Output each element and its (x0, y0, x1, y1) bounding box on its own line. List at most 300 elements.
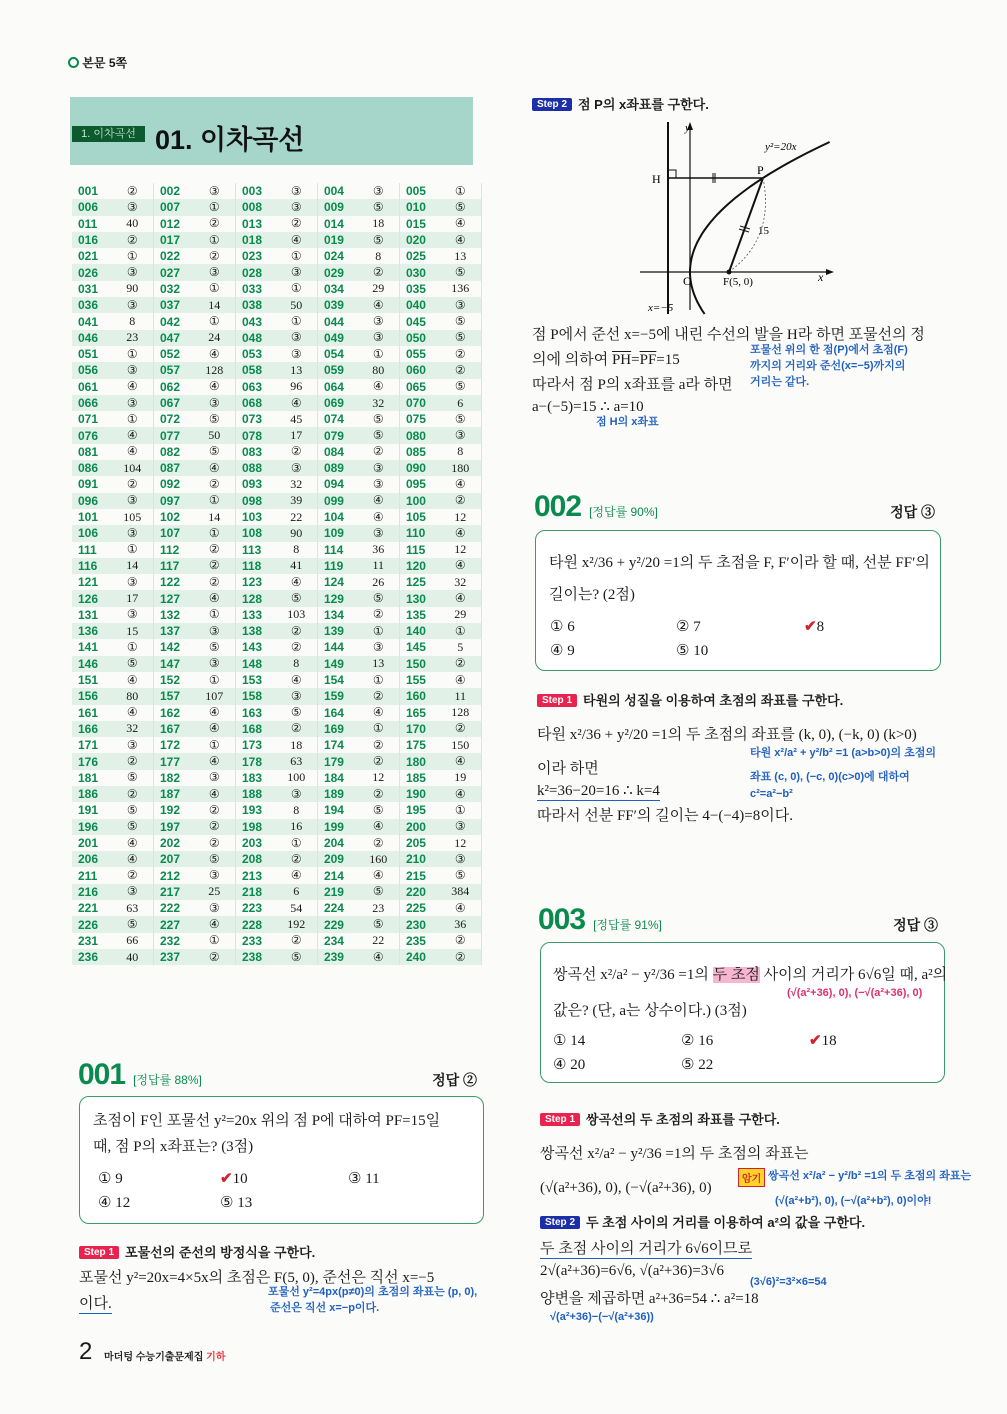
question-number-cell: 154 (323, 673, 344, 688)
answer-cell: 32 (112, 721, 154, 737)
question-number-cell: 068 (241, 396, 262, 410)
answer-cell: ④ (440, 232, 482, 248)
question-number-cell: 100 (405, 493, 426, 508)
answer-cell: ③ (358, 330, 400, 346)
question-number-cell: 140 (405, 624, 426, 639)
answer-row (72, 395, 482, 411)
question-number-cell: 207 (159, 852, 181, 867)
choice-1: ① 14 (553, 1033, 586, 1049)
answer-cell: ④ (440, 216, 482, 232)
question-number-cell: 190 (405, 787, 426, 802)
answer-cell: 16 (276, 819, 318, 835)
answer-cell: ④ (276, 672, 318, 688)
solution-line: (√(a²+36), 0), (−√(a²+36), 0) (540, 1180, 712, 1196)
answer-cell: ⑤ (194, 851, 236, 867)
answer-cell: ③ (112, 297, 154, 313)
question-number-cell: 129 (323, 591, 344, 606)
solution-line: 포물선 y²=20x=4×5x의 초점은 F(5, 0), 준선은 직선 x=−5 (79, 1270, 435, 1286)
question-number-cell: 098 (241, 493, 262, 508)
question-number-cell: 163 (241, 705, 262, 720)
answer-cell: ① (194, 607, 236, 623)
question-number-cell: 201 (78, 836, 99, 851)
question-number-cell: 034 (323, 281, 344, 296)
step-badge: Step 1 (537, 694, 577, 707)
answer-cell: 8 (112, 313, 154, 329)
question-number-cell: 040 (405, 298, 426, 313)
question-number-cell: 103 (241, 510, 262, 525)
answer-cell: 22 (358, 933, 400, 949)
question-number-cell: 015 (405, 216, 426, 231)
answer-cell: 96 (276, 379, 318, 395)
question-number-cell: 150 (405, 656, 426, 671)
step-badge: Step 2 (540, 1216, 580, 1229)
q003-step2-title: Step 2 두 초점 사이의 거리를 이용하여 a²의 값을 구한다. (540, 1212, 865, 1231)
page-number: 2 (79, 1338, 93, 1365)
answer-cell: ① (194, 933, 236, 949)
answer-cell: ② (194, 835, 236, 851)
question-number-cell: 192 (159, 803, 181, 818)
answer-cell: 45 (276, 411, 318, 427)
question-number-cell: 162 (159, 705, 181, 720)
memorize-badge: 암기 (738, 1168, 765, 1187)
answer-cell: ② (358, 444, 400, 460)
question-number-cell: 012 (159, 216, 181, 231)
answer-cell: ③ (276, 460, 318, 476)
question-number-cell: 205 (405, 836, 426, 851)
answer-cell: 150 (440, 737, 482, 753)
answer-cell: ④ (194, 379, 236, 395)
question-number-cell: 082 (159, 444, 181, 459)
question-number-cell: 094 (323, 477, 344, 492)
choice-3: ✔18 (809, 1033, 837, 1049)
question-number-cell: 061 (78, 379, 99, 394)
question-number-cell: 072 (159, 412, 181, 427)
answer-cell: ② (276, 444, 318, 460)
answer-cell: 13 (358, 656, 400, 672)
answer-cell: 104 (112, 460, 154, 476)
answer-row (72, 705, 482, 721)
answer-cell: ③ (194, 183, 236, 199)
answer-cell: 100 (276, 770, 318, 786)
answer-row (72, 379, 482, 395)
checkmark-icon: ✔ (804, 619, 817, 635)
answer-row (72, 867, 482, 883)
answer-cell: ② (112, 183, 154, 199)
question-number-cell: 056 (78, 363, 99, 378)
question-number-cell: 031 (78, 281, 99, 296)
answer-row (72, 444, 482, 460)
focus-point (727, 270, 732, 275)
solution-line: k²=36−20=16 ∴ k=4 (537, 783, 660, 799)
answer-cell: ① (194, 737, 236, 753)
question-number-cell: 076 (78, 428, 99, 443)
answer-row (72, 900, 482, 916)
answer-row (72, 916, 482, 932)
question-number-cell: 182 (159, 770, 181, 785)
answer-row (72, 933, 482, 949)
answer-row (72, 297, 482, 313)
answer-cell: 18 (358, 216, 400, 232)
solution-line: 2√(a²+36)=6√6, √(a²+36)=3√6 (540, 1263, 725, 1279)
answer-row (72, 607, 482, 623)
answer-cell: 13 (440, 248, 482, 264)
question-number-cell: 107 (159, 526, 181, 541)
note-text: 포물선 위의 한 점(P)에서 초점(F) (750, 344, 908, 356)
question-text: 초점이 F인 포물선 y²=20x 위의 점 P에 대하여 PF=15일 (93, 1113, 441, 1129)
question-number-cell: 085 (405, 444, 426, 459)
answer-cell: ② (276, 216, 318, 232)
answer-cell: 26 (358, 574, 400, 590)
question-number-cell: 131 (78, 607, 99, 622)
question-number-cell: 099 (323, 493, 344, 508)
question-number-cell: 167 (159, 721, 181, 736)
solution-line: 이라 하면 (537, 761, 599, 777)
question-number-cell: 084 (323, 444, 344, 459)
answer-cell: 12 (440, 542, 482, 558)
note-text: 좌표 (c, 0), (−c, 0)(c>0)에 대하여 (750, 771, 910, 783)
question-number-cell: 143 (241, 640, 262, 655)
question-number-cell: 055 (405, 347, 426, 362)
question-number-cell: 233 (241, 933, 262, 948)
question-number-cell: 003 (241, 184, 262, 199)
answer-cell: ④ (276, 395, 318, 411)
question-number-cell: 208 (241, 852, 262, 867)
q003-question-box (540, 942, 948, 1083)
answer-cell: ⑤ (112, 770, 154, 786)
answer-cell: ③ (358, 313, 400, 329)
question-number-cell: 060 (405, 363, 426, 378)
answer-label: 정답 ③ (893, 917, 938, 933)
answer-cell: ① (194, 313, 236, 329)
question-number-cell: 214 (323, 868, 344, 883)
answer-cell: ② (112, 232, 154, 248)
checkmark-icon: ✔ (809, 1033, 822, 1049)
answer-cell: 40 (112, 216, 154, 232)
question-number-cell: 032 (159, 281, 181, 296)
question-number-cell: 229 (323, 917, 344, 932)
question-number-cell: 054 (323, 347, 344, 362)
answer-cell: ① (194, 672, 236, 688)
question-number-cell: 159 (323, 689, 344, 704)
answer-cell: ④ (358, 949, 400, 965)
question-number-cell: 121 (78, 575, 99, 590)
question-number-cell: 126 (78, 591, 99, 606)
answer-cell: ⑤ (358, 802, 400, 818)
question-number-cell: 070 (405, 396, 426, 410)
answer-row (72, 281, 482, 297)
answer-cell: ② (358, 835, 400, 851)
question-number-cell: 196 (78, 819, 99, 834)
answer-cell: 80 (112, 688, 154, 704)
question-number-cell: 230 (405, 917, 426, 932)
question-number-cell: 047 (159, 330, 181, 345)
solution-line: 의에 의하여 $\overline{PH}=\overline{PF}=15$ (532, 352, 680, 368)
answer-cell: ① (194, 525, 236, 541)
answer-cell: ③ (112, 395, 154, 411)
question-number-cell: 234 (323, 933, 344, 948)
question-number-cell: 020 (405, 233, 426, 248)
question-number-cell: 215 (405, 868, 426, 883)
answer-cell: ① (358, 346, 400, 362)
answer-cell: ③ (194, 656, 236, 672)
answer-cell: 6 (440, 395, 482, 411)
answer-cell: ④ (358, 819, 400, 835)
answer-cell: ① (276, 281, 318, 297)
question-number-cell: 148 (241, 656, 262, 671)
answer-cell: ③ (440, 297, 482, 313)
question-number-cell: 106 (78, 526, 99, 541)
question-number-cell: 081 (78, 444, 99, 459)
question-number-cell: 169 (323, 721, 344, 736)
answer-cell: ③ (358, 460, 400, 476)
answer-cell: 103 (276, 607, 318, 623)
answer-row (72, 656, 482, 672)
question-number-cell: 226 (78, 917, 99, 932)
question-number-cell: 059 (323, 363, 344, 378)
answer-cell: ③ (276, 786, 318, 802)
question-number-cell: 071 (78, 412, 99, 427)
answer-row (72, 851, 482, 867)
question-number-cell: 134 (323, 607, 344, 622)
answer-cell: ③ (440, 851, 482, 867)
question-number-cell: 157 (159, 689, 181, 704)
answer-cell: 23 (112, 330, 154, 346)
answer-cell: ② (194, 802, 236, 818)
answer-cell: ③ (194, 770, 236, 786)
question-number-cell: 171 (78, 738, 99, 753)
question-number-cell: 001 (78, 184, 99, 199)
answer-row (72, 949, 482, 965)
answer-row (72, 770, 482, 786)
question-number-cell: 018 (241, 233, 262, 248)
answer-row (72, 427, 482, 443)
answer-cell: ① (358, 721, 400, 737)
answer-cell: ⑤ (112, 819, 154, 835)
question-number-cell: 136 (78, 624, 99, 639)
answer-cell: 90 (276, 525, 318, 541)
note-text: (3√6)²=3²×6=54 (750, 1276, 827, 1288)
step-badge: Step 1 (540, 1113, 580, 1126)
answer-cell: ③ (276, 183, 318, 199)
answer-cell: ② (112, 753, 154, 769)
answer-cell: ④ (440, 525, 482, 541)
answer-cell: ② (358, 688, 400, 704)
question-number-cell: 112 (159, 542, 180, 557)
question-number-cell: 044 (323, 314, 344, 329)
question-number-cell: 125 (405, 575, 426, 590)
question-number-cell: 210 (405, 852, 426, 867)
question-number-cell: 181 (78, 770, 99, 785)
choice-5: ⑤ 22 (681, 1057, 714, 1073)
answer-cell: ① (112, 639, 154, 655)
note-text: 포물선 y²=4px(p≠0)의 초점의 좌표는 (p, 0), (268, 1286, 478, 1298)
answer-cell: ① (440, 623, 482, 639)
question-number-cell: 204 (323, 836, 344, 851)
question-number-cell: 089 (323, 461, 344, 476)
question-number-cell: 087 (159, 461, 181, 476)
answer-cell: ③ (358, 525, 400, 541)
q002-step1-title: Step 1 타원의 성질을 이용하여 초점의 좌표를 구한다. (537, 690, 843, 709)
question-number-cell: 028 (241, 265, 262, 280)
answer-cell: ④ (112, 851, 154, 867)
choice-2: ② 7 (676, 619, 701, 635)
question-number-cell: 178 (241, 754, 262, 769)
question-number-cell: 132 (159, 607, 181, 622)
question-number-cell: 035 (405, 281, 426, 296)
question-number-cell: 008 (241, 200, 262, 215)
question-number-cell: 161 (78, 705, 99, 720)
question-number-cell: 064 (323, 379, 344, 394)
answer-cell: 24 (194, 330, 236, 346)
answer-cell: ② (358, 607, 400, 623)
answer-row (72, 183, 482, 199)
answer-cell: 90 (112, 281, 154, 297)
answer-cell: 11 (358, 558, 400, 574)
answer-cell: ④ (440, 558, 482, 574)
question-number-cell: 019 (323, 233, 344, 248)
question-number-cell: 119 (323, 558, 344, 573)
answer-cell: ① (194, 199, 236, 215)
answer-cell: ③ (112, 525, 154, 541)
answer-cell: ② (112, 867, 154, 883)
answer-cell: ③ (276, 330, 318, 346)
question-number: 001 (78, 1058, 126, 1091)
answer-cell: 5 (440, 639, 482, 655)
question-number-cell: 237 (159, 950, 181, 965)
answer-cell: ② (358, 786, 400, 802)
question-number-cell: 194 (323, 803, 344, 818)
answer-cell: ⑤ (440, 867, 482, 883)
solution-line: 두 초점 사이의 거리가 6√6이므로 (540, 1237, 752, 1259)
distance-label: 15 (758, 225, 769, 237)
answer-row (72, 362, 482, 378)
question-number-cell: 212 (159, 868, 181, 883)
answer-cell: ③ (112, 264, 154, 280)
question-number-cell: 013 (241, 216, 262, 231)
focus-label: F(5, 0) (723, 276, 753, 288)
question-number-cell: 147 (159, 656, 181, 671)
answer-cell: ④ (194, 590, 236, 606)
answer-row (72, 884, 482, 900)
directrix-label: x=−5 (648, 302, 674, 314)
choice-3: ③ 11 (348, 1171, 380, 1187)
answer-cell: 11 (440, 688, 482, 704)
question-number-cell: 155 (405, 673, 426, 688)
answer-cell: ③ (112, 607, 154, 623)
answer-cell: ⑤ (440, 411, 482, 427)
question-number-cell: 240 (405, 950, 426, 965)
question-number-cell: 186 (78, 787, 99, 802)
answer-cell: ② (276, 623, 318, 639)
question-number-cell: 007 (159, 200, 181, 215)
solution-line: 따라서 선분 FF′의 길이는 4−(−4)=8이다. (537, 808, 793, 824)
answer-cell: ⑤ (358, 590, 400, 606)
question-number-cell: 213 (241, 868, 262, 883)
question-number-cell: 238 (241, 950, 262, 965)
answer-cell: ④ (112, 672, 154, 688)
correct-rate: [정답률 90%] (589, 505, 658, 519)
answer-cell: ⑤ (276, 590, 318, 606)
answer-cell: 8 (276, 656, 318, 672)
answer-cell: ④ (440, 753, 482, 769)
question-number-cell: 063 (241, 379, 262, 394)
answer-cell: ④ (276, 574, 318, 590)
answer-row (72, 542, 482, 558)
question-number-cell: 091 (78, 477, 99, 492)
answer-cell: ⑤ (194, 411, 236, 427)
question-number-cell: 086 (78, 461, 99, 476)
answer-row (72, 476, 482, 492)
answer-cell: ② (276, 639, 318, 655)
answer-row (72, 411, 482, 427)
answer-cell: ③ (358, 183, 400, 199)
answer-row (72, 313, 482, 329)
origin-label: O (683, 274, 692, 288)
question-number-cell: 145 (405, 640, 426, 655)
question-number-cell: 203 (241, 836, 262, 851)
step-badge: Step 1 (79, 1246, 119, 1259)
question-number-cell: 002 (159, 184, 181, 199)
choice-2: ✔10 (220, 1171, 248, 1187)
note-text: √(a²+36)−(−√(a²+36)) (550, 1311, 654, 1323)
answer-cell: 12 (440, 509, 482, 525)
answer-cell: ③ (276, 688, 318, 704)
question-number-cell: 198 (241, 819, 262, 834)
checkmark-icon: ✔ (220, 1171, 233, 1187)
question-number-cell: 045 (405, 314, 426, 329)
question-number-cell: 117 (159, 558, 180, 573)
answer-cell: ④ (358, 509, 400, 525)
question-number-cell: 202 (159, 836, 181, 851)
answer-cell: ② (112, 786, 154, 802)
question-number-cell: 029 (323, 265, 344, 280)
answer-cell: 63 (112, 900, 154, 916)
answer-cell: ③ (358, 476, 400, 492)
answer-row (72, 558, 482, 574)
q003-header (538, 903, 940, 937)
step-badge: Step 2 (532, 98, 572, 111)
question-number-cell: 188 (241, 787, 262, 802)
answer-row (72, 753, 482, 769)
note-text: 쌍곡선 x²/a² − y²/b² =1의 두 초점의 좌표는 (768, 1170, 972, 1182)
answer-cell: ② (194, 558, 236, 574)
question-number-cell: 115 (405, 542, 426, 557)
answer-cell: ⑤ (358, 232, 400, 248)
question-number-cell: 010 (405, 200, 426, 215)
answer-row (72, 346, 482, 362)
answer-cell: ① (194, 281, 236, 297)
answer-cell: ② (194, 216, 236, 232)
question-number-cell: 152 (159, 673, 181, 688)
answer-row (72, 623, 482, 639)
answer-cell: ② (440, 949, 482, 965)
question-number-cell: 118 (241, 558, 262, 573)
solution-line: 쌍곡선 x²/a² − y²/36 =1의 두 초점의 좌표는 (540, 1146, 809, 1162)
answer-cell: ⑤ (194, 444, 236, 460)
answer-cell: ② (440, 933, 482, 949)
answer-cell: 128 (440, 705, 482, 721)
question-number-cell: 183 (241, 770, 262, 785)
question-number-cell: 046 (78, 330, 99, 345)
question-number-cell: 179 (323, 754, 344, 769)
question-number-cell: 141 (78, 640, 99, 655)
answer-cell: ④ (276, 867, 318, 883)
question-number-cell: 191 (78, 803, 99, 818)
question-number-cell: 128 (241, 591, 262, 606)
answer-cell: ④ (112, 427, 154, 443)
answer-cell: ⑤ (276, 949, 318, 965)
question-number-cell: 042 (159, 314, 181, 329)
